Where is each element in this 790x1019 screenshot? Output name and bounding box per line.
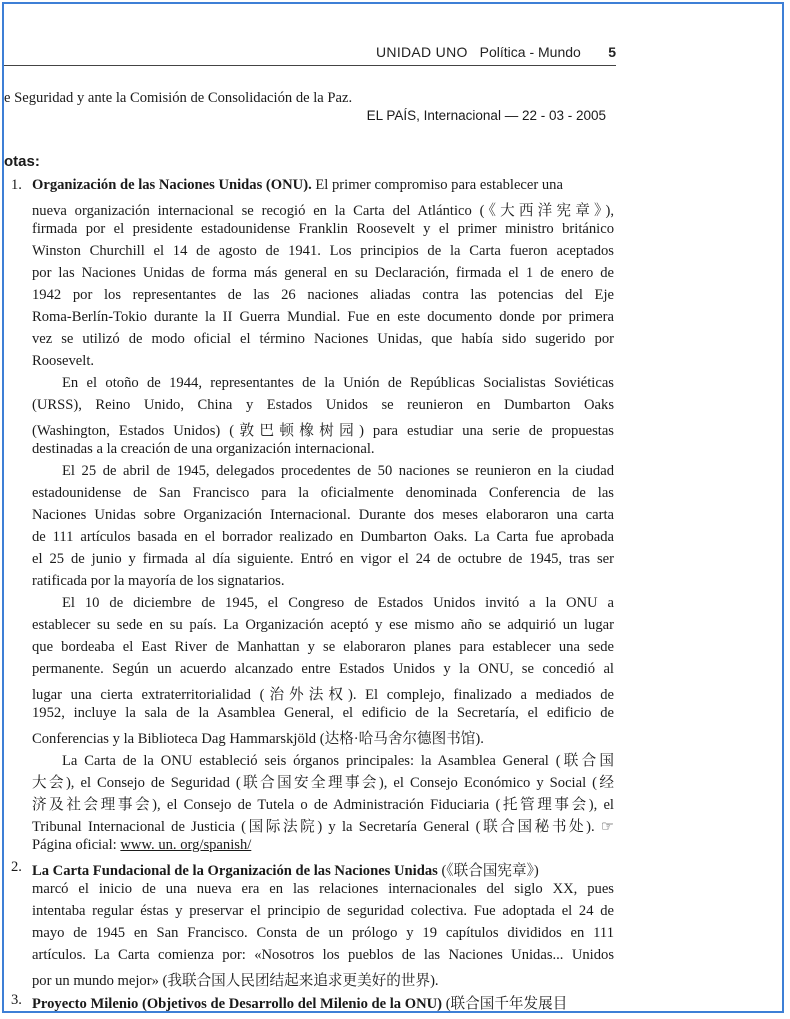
note-line: Proyecto Milenio (Objetivos de Desarrollo del Milenio de la ONU) (联合国千年发展目 [32, 996, 568, 1012]
note-line: de 111 artículos basada en el borrador realizado en Dumbarton Oaks. La Carta fue aprobada [32, 529, 614, 545]
note-line: (URSS), Reino Unido, China y Estados Unidos se reunieron en Dumbarton Oaks [32, 397, 614, 413]
header-section: Política - Mundo [479, 44, 581, 60]
note-line: nueva organización internacional se recogió en la Carta del Atlántico (《大西洋宪章》), [32, 203, 614, 219]
header-rule [4, 65, 616, 66]
note-heading: Proyecto Milenio (Objetivos de Desarrollo del Milenio de la ONU) [32, 996, 443, 1012]
note-line: 1952, incluye la sala de la Asamblea General, el edificio de la Secretaría, el edificio de [32, 705, 614, 721]
note-line: La Carta de la ONU estableció seis órganos principales: la Asamblea General (联合国 [62, 753, 614, 769]
note-number: 1. [11, 177, 22, 193]
note-line: permanente. Según un acuerdo alcanzado entre Estados Unidos y la ONU, se concedió al [32, 661, 614, 677]
note-line: vez se utilizó de modo oficial el término Naciones Unidas, que había sido sugerido por [32, 331, 614, 347]
note-line: intentaba regular éstas y preservar el principio de seguridad colectiva. Fue adoptada el 24 de [32, 903, 614, 919]
note-line: artículos. La Carta comienza por: «Nosotros los pueblos de las Naciones Unidas... Unidos [32, 947, 614, 963]
article-source: EL PAÍS, Internacional — 22 - 03 - 2005 [366, 108, 606, 123]
note-line: por un mundo mejor» (我联合国人民团结起来追求更美好的世界). [32, 973, 439, 989]
note-line: firmada por el presidente estadounidense Franklin Roosevelt y el primer ministro británico [32, 221, 614, 237]
note-line: el 25 de junio y firmada al día siguiente. Entró en vigor el 24 de octubre de 1945, tras ser [32, 551, 614, 567]
note-line: lugar una cierta extraterritorialidad (治外法权). El complejo, finalizado a mediados de [32, 687, 614, 703]
note-heading: Organización de las Naciones Unidas (ONU). [32, 177, 312, 193]
notes-title: otas: [4, 153, 40, 170]
note-line: El 25 de abril de 1945, delegados procedentes de 50 naciones se reunieron en la ciudad [62, 463, 614, 479]
running-header [376, 44, 616, 60]
note-line: Naciones Unidas sobre Organización Internacional. Durante dos meses elaboraron una carta [32, 507, 614, 523]
note-line: Winston Churchill el 14 de agosto de 1941. Los principios de la Carta fueron aceptados [32, 243, 614, 259]
note-line: 济及社会理事会), el Consejo de Tutela o de Administración Fiduciaria (托管理事会), el [32, 797, 614, 813]
note-line: La Carta Fundacional de la Organización de las Naciones Unidas (《联合国宪章》) [32, 863, 539, 879]
note-line: establecer su sede en su país. La Organización aceptó y ese mismo año se adquirió un lugar [32, 617, 614, 633]
note-number: 2. [11, 859, 22, 875]
note-line: marcó el inicio de una nueva era en las relaciones internacionales del siglo XX, pues [32, 881, 614, 897]
note-line: 大会), el Consejo de Seguridad (联合国安全理事会), el Consejo Económico y Social (经 [32, 775, 614, 791]
note-line: estadounidense de San Francisco para la oficialmente denominada Conferencia de las [32, 485, 614, 501]
note-line: Organización de las Naciones Unidas (ONU). El primer compromiso para establecer una [32, 177, 563, 193]
note-web-line [32, 837, 251, 854]
note-line: Conferencias y la Biblioteca Dag Hammarskjöld (达格·哈马舍尔德图书馆). [32, 731, 484, 747]
note-line: Roosevelt. [32, 353, 95, 369]
web-label: Página oficial: [32, 837, 121, 853]
note-heading: La Carta Fundacional de la Organización de las Naciones Unidas [32, 863, 438, 879]
note-line: mayo de 1945 en San Francisco. Consta de un prólogo y 19 capítulos divididos en 111 [32, 925, 614, 941]
note-line: 1942 por los representantes de las 26 naciones aliadas contra las potencias del Eje [32, 287, 614, 303]
note-number: 3. [11, 992, 22, 1008]
intro-line: e Seguridad y ante la Comisión de Consolidación de la Paz. [4, 90, 353, 106]
note-line: destinadas a la creación de una organización internacional. [32, 441, 375, 457]
page-number: 5 [608, 44, 616, 60]
note-line: ratificada por la mayoría de los signatarios. [32, 573, 285, 589]
header-unit: UNIDAD UNO [376, 44, 468, 60]
note-line: El 10 de diciembre de 1945, el Congreso de Estados Unidos invitó a la ONU a [62, 595, 614, 611]
official-website-link[interactable]: www. un. org/spanish/ [120, 837, 252, 853]
note-line: Tribunal Internacional de Justicia (国际法院) y la Secretaría General (联合国秘书处). ☞ [32, 819, 614, 835]
page-frame [2, 2, 784, 1013]
note-line: En el otoño de 1944, representantes de la Unión de Repúblicas Socialistas Soviéticas [62, 375, 614, 391]
note-line: por las Naciones Unidas de forma más general en su Declaración, firmada el 1 de enero de [32, 265, 614, 281]
note-line: que bordeaba el East River de Manhattan y se elaboraron planes para establecer una sede [32, 639, 614, 655]
note-line: Roma-Berlín-Tokio durante la II Guerra Mundial. Fue en este documento donde por primera [32, 309, 614, 325]
note-line: (Washington, Estados Unidos) (敦巴顿橡树园) para estudiar una serie de propuestas [32, 423, 614, 439]
